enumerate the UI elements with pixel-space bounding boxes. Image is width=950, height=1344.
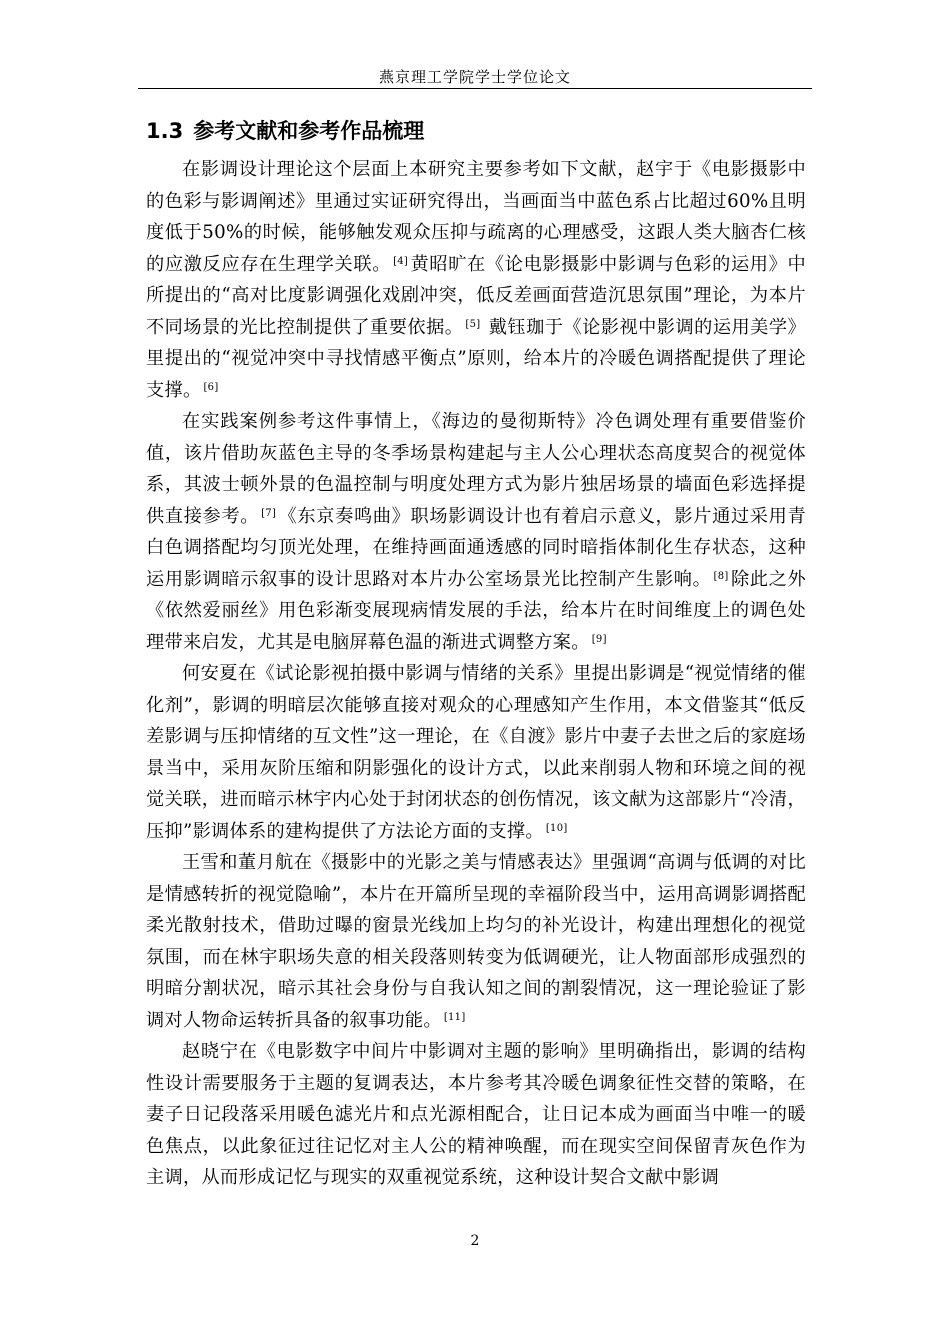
paragraph-he-anxia bbox=[146, 658, 806, 847]
paragraph-text: 何安夏在《试论影视拍摄中影调与情绪的关系》里提出影调是“视觉情绪的催化剂”，影调的明暗层次能够直接对观众的心理感知产生作用，本文借鉴其“低反差影调与压抑情绪的互文性”这一理论，在《自渡》影片中妻子去世之后的家庭场景当中，采用灰阶压缩和阴影强化的设计方式，以此来削弱人物和环境之间的视觉关联，进而暗示林宇内心处于封闭状态的创伤情况，该文献为这部影片“冷清，压抑”影调体系的建构提供了方法论方面的支撑。 bbox=[146, 663, 806, 842]
citation-ref: [8] bbox=[713, 570, 729, 582]
page-number: 2 bbox=[470, 1233, 480, 1249]
citation-ref: [10] bbox=[545, 822, 568, 834]
citation-ref: [5] bbox=[465, 318, 481, 330]
paragraph-text: 王雪和董月航在《摄影中的光影之美与情感表达》里强调“高调与低调的对比是情感转折的视觉隐喻”，本片在开篇所呈现的幸福阶段当中，运用高调影调搭配柔光散射技术，借助过曝的窗景光线加上均匀的补光设计，构建出理想化的视觉氛围，而在林宇职场失意的相关段落则转变为低调硬光，让人物面部形成强烈的明暗分割状况，暗示其社会身份与自我认知之间的割裂情况，这一理论验证了影调对人物命运转折具备的叙事功能。 bbox=[146, 852, 806, 1031]
citation-ref: [11] bbox=[443, 1011, 466, 1023]
paragraph-text: 在影调设计理论这个层面上本研究主要参考如下文献，赵宇于《电影摄影中的色彩与影调阐述》里通过实证研究得出，当画面当中蓝色系占比超过60%且明度低于50%的时候，能够触发观众压抑与疏离的心理感受，这跟人类大脑杏仁核的应激反应存在生理学关联。 bbox=[146, 159, 806, 275]
paragraph-text: 赵晓宁在《电影数字中间片中影调对主题的影响》里明确指出，影调的结构性设计需要服务于主题的复调表达，本片参考其冷暖色调象征性交替的策略，在妻子日记段落采用暖色滤光片和点光源相配合，让日记本成为画面当中唯一的暖色焦点，以此象征过往记忆对主人公的精神唤醒，而在现实空间保留青灰色作为主调，从而形成记忆与现实的双重视觉系统，这种设计契合文献中影调 bbox=[146, 1041, 806, 1188]
paragraph-text: 黄昭旷在《论电影摄影中影调与色彩的运用》中所提出的“高对比度影调强化戏剧冲突，低反差画面营造沉思氛围”理论，为本片不同场景的光比控制提供了重要依据。 bbox=[146, 253, 806, 338]
paragraph-wang-xue bbox=[146, 847, 806, 1036]
paragraph-literature-theory bbox=[146, 154, 806, 406]
body-text bbox=[146, 154, 806, 1194]
section-title: 参考文献和参考作品梳理 bbox=[193, 119, 425, 143]
section-number: 1.3 bbox=[146, 119, 184, 143]
paragraph-text: 《东京奏鸣曲》职场影调设计也有着启示意义，影片通过采用青白色调搭配均匀顶光处理，在维持画面通透感的同时暗指体制化生存状态，这种运用影调暗示叙事的设计思路对本片办公室场景光比控制产生影响。 bbox=[146, 505, 806, 590]
citation-ref: [9] bbox=[591, 633, 607, 645]
citation-ref: [7] bbox=[261, 507, 277, 519]
paragraph-zhao-xiaoning bbox=[146, 1036, 806, 1194]
paragraph-text: 戴钰珈于《论影视中影调的运用美学》里提出的“视觉冲突中寻找情感平衡点”原则，给本片的冷暖色调搭配提供了理论支撑。 bbox=[146, 316, 806, 401]
running-header: 燕京理工学院学士学位论文 bbox=[378, 68, 571, 86]
paragraph-text: 除此之外《依然爱丽丝》用色彩渐变展现病情发展的手法，给本片在时间维度上的调色处理带来启发，尤其是电脑屏幕色温的渐进式调整方案。 bbox=[146, 568, 806, 653]
citation-ref: [4] bbox=[393, 255, 409, 267]
header-rule bbox=[138, 88, 812, 89]
citation-ref: [6] bbox=[203, 381, 219, 393]
section-heading bbox=[146, 117, 424, 145]
paragraph-text: 在实践案例参考这件事情上，《海边的曼彻斯特》冷色调处理有重要借鉴价值，该片借助灰蓝色主导的冬季场景构建起与主人公心理状态高度契合的视觉体系，其波士顿外景的色温控制与明度处理方式为影片独居场景的墙面色彩选择提供直接参考。 bbox=[146, 411, 806, 527]
paragraph-practice-cases bbox=[146, 406, 806, 658]
